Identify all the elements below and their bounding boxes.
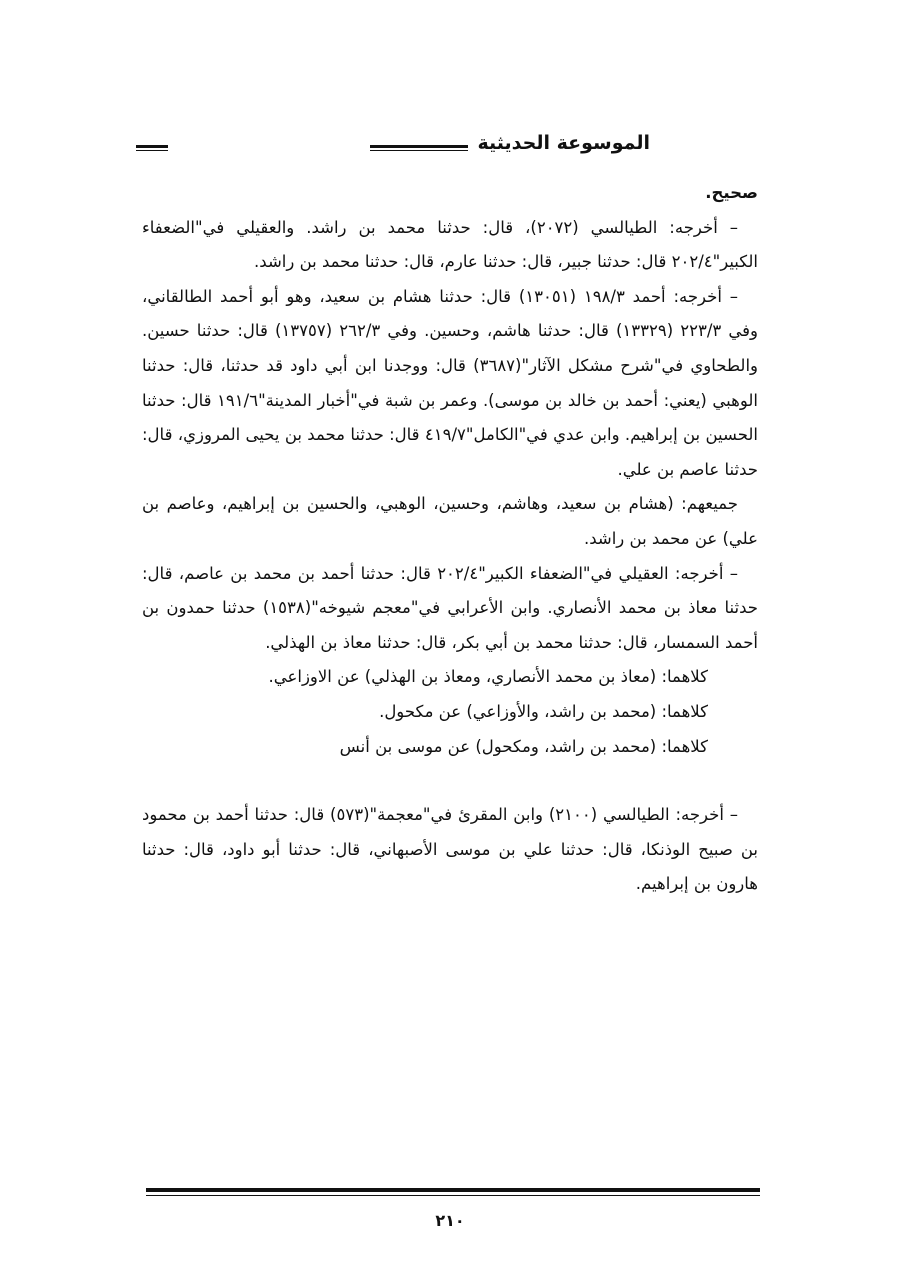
paragraph-uqayli: – أخرجه: العقيلي في"الضعفاء الكبير"٢٠٢/٤ قال: حدثنا أحمد بن محمد بن عاصم، قال: حدثنا معاذ بن محمد الأنصاري. وابن الأعرابي في"معجم شيوخه"(١٥٣٨) حدثنا حمدون بن أحمد السمسار، قال: حدثنا محمد بن أبي بكر، قال: حدثنا معاذ بن الهذلي. <box>142 563 758 652</box>
page-number: ٢١٠ <box>435 1211 465 1230</box>
paragraph-ahmad: – أخرجه: أحمد ١٩٨/٣ (١٣٠٥١) قال: حدثنا هشام بن سعيد، وهو أبو أحمد الطالقاني، وفي ٢٢٣/٣ (١٣٣٢٩) قال: حدثنا هاشم، وحسين. وفي ٢٦٢/٣ (١٣٧٥٧) قال: حدثنا حسين. والطحاوي في"شرح مشكل الآثار"(٣٦٨٧) قال: ووجدنا ابن أبي داود قد حدثنا، قال: حدثنا الوهبي (يعني: أحمد بن خالد بن موسى). وعمر بن شبة في"أخبار المدينة"١٩١/٦ قال: حدثنا الحسين بن إبراهيم. وابن عدي في"الكامل"٤١٩/٧ قال: حدثنا محمد بن يحيى المروزي، قال: حدثنا عاصم بن علي. <box>142 286 759 479</box>
paragraph-tayalisi: – أخرجه: الطيالسي (٢٠٧٢)، قال: حدثنا محمد بن راشد. والعقيلي في"الضعفاء الكبير"٢٠٢/٤ قال: حدثنا جبير، قال: حدثنا عارم، قال: حدثنا محمد بن راشد. <box>142 217 758 272</box>
summary-line-1: كلاهما: (معاذ بن محمد الأنصاري، ومعاذ بن الهذلي) عن الاوزاعي. <box>268 667 708 687</box>
summary-line-2: كلاهما: (محمد بن راشد، والأوزاعي) عن مكحول. <box>379 701 708 721</box>
footer-rule-thick <box>146 1188 760 1192</box>
running-header <box>136 128 762 168</box>
paragraph-verdict: صحيح. <box>705 183 758 202</box>
header-title: الموسوعة الحديثية <box>468 130 763 156</box>
paragraph-all-of-them: جميعهم: (هشام بن سعيد، وهاشم، وحسين، الوهبي، والحسين بن إبراهيم، وعاصم بن علي) عن محمد بن راشد. <box>142 494 758 548</box>
footer-rule <box>146 1188 760 1196</box>
footer-rule-thin <box>146 1195 760 1196</box>
paragraph-gap <box>142 764 758 798</box>
paragraph-ibn-al-muqri: – أخرجه: الطيالسي (٢١٠٠) وابن المقرئ في"معجمة"(٥٧٣) قال: حدثنا أحمد بن محمود بن صبيح الوذنكا، قال: حدثنا علي بن موسى الأصبهاني، قال: حدثنا أبو داود، قال: حدثنا هارون بن إبراهيم. <box>142 805 758 894</box>
header-rule-left <box>136 145 168 151</box>
main-text <box>142 176 758 902</box>
summary-line-3: كلاهما: (محمد بن راشد، ومكحول) عن موسى بن أنس <box>339 736 708 756</box>
